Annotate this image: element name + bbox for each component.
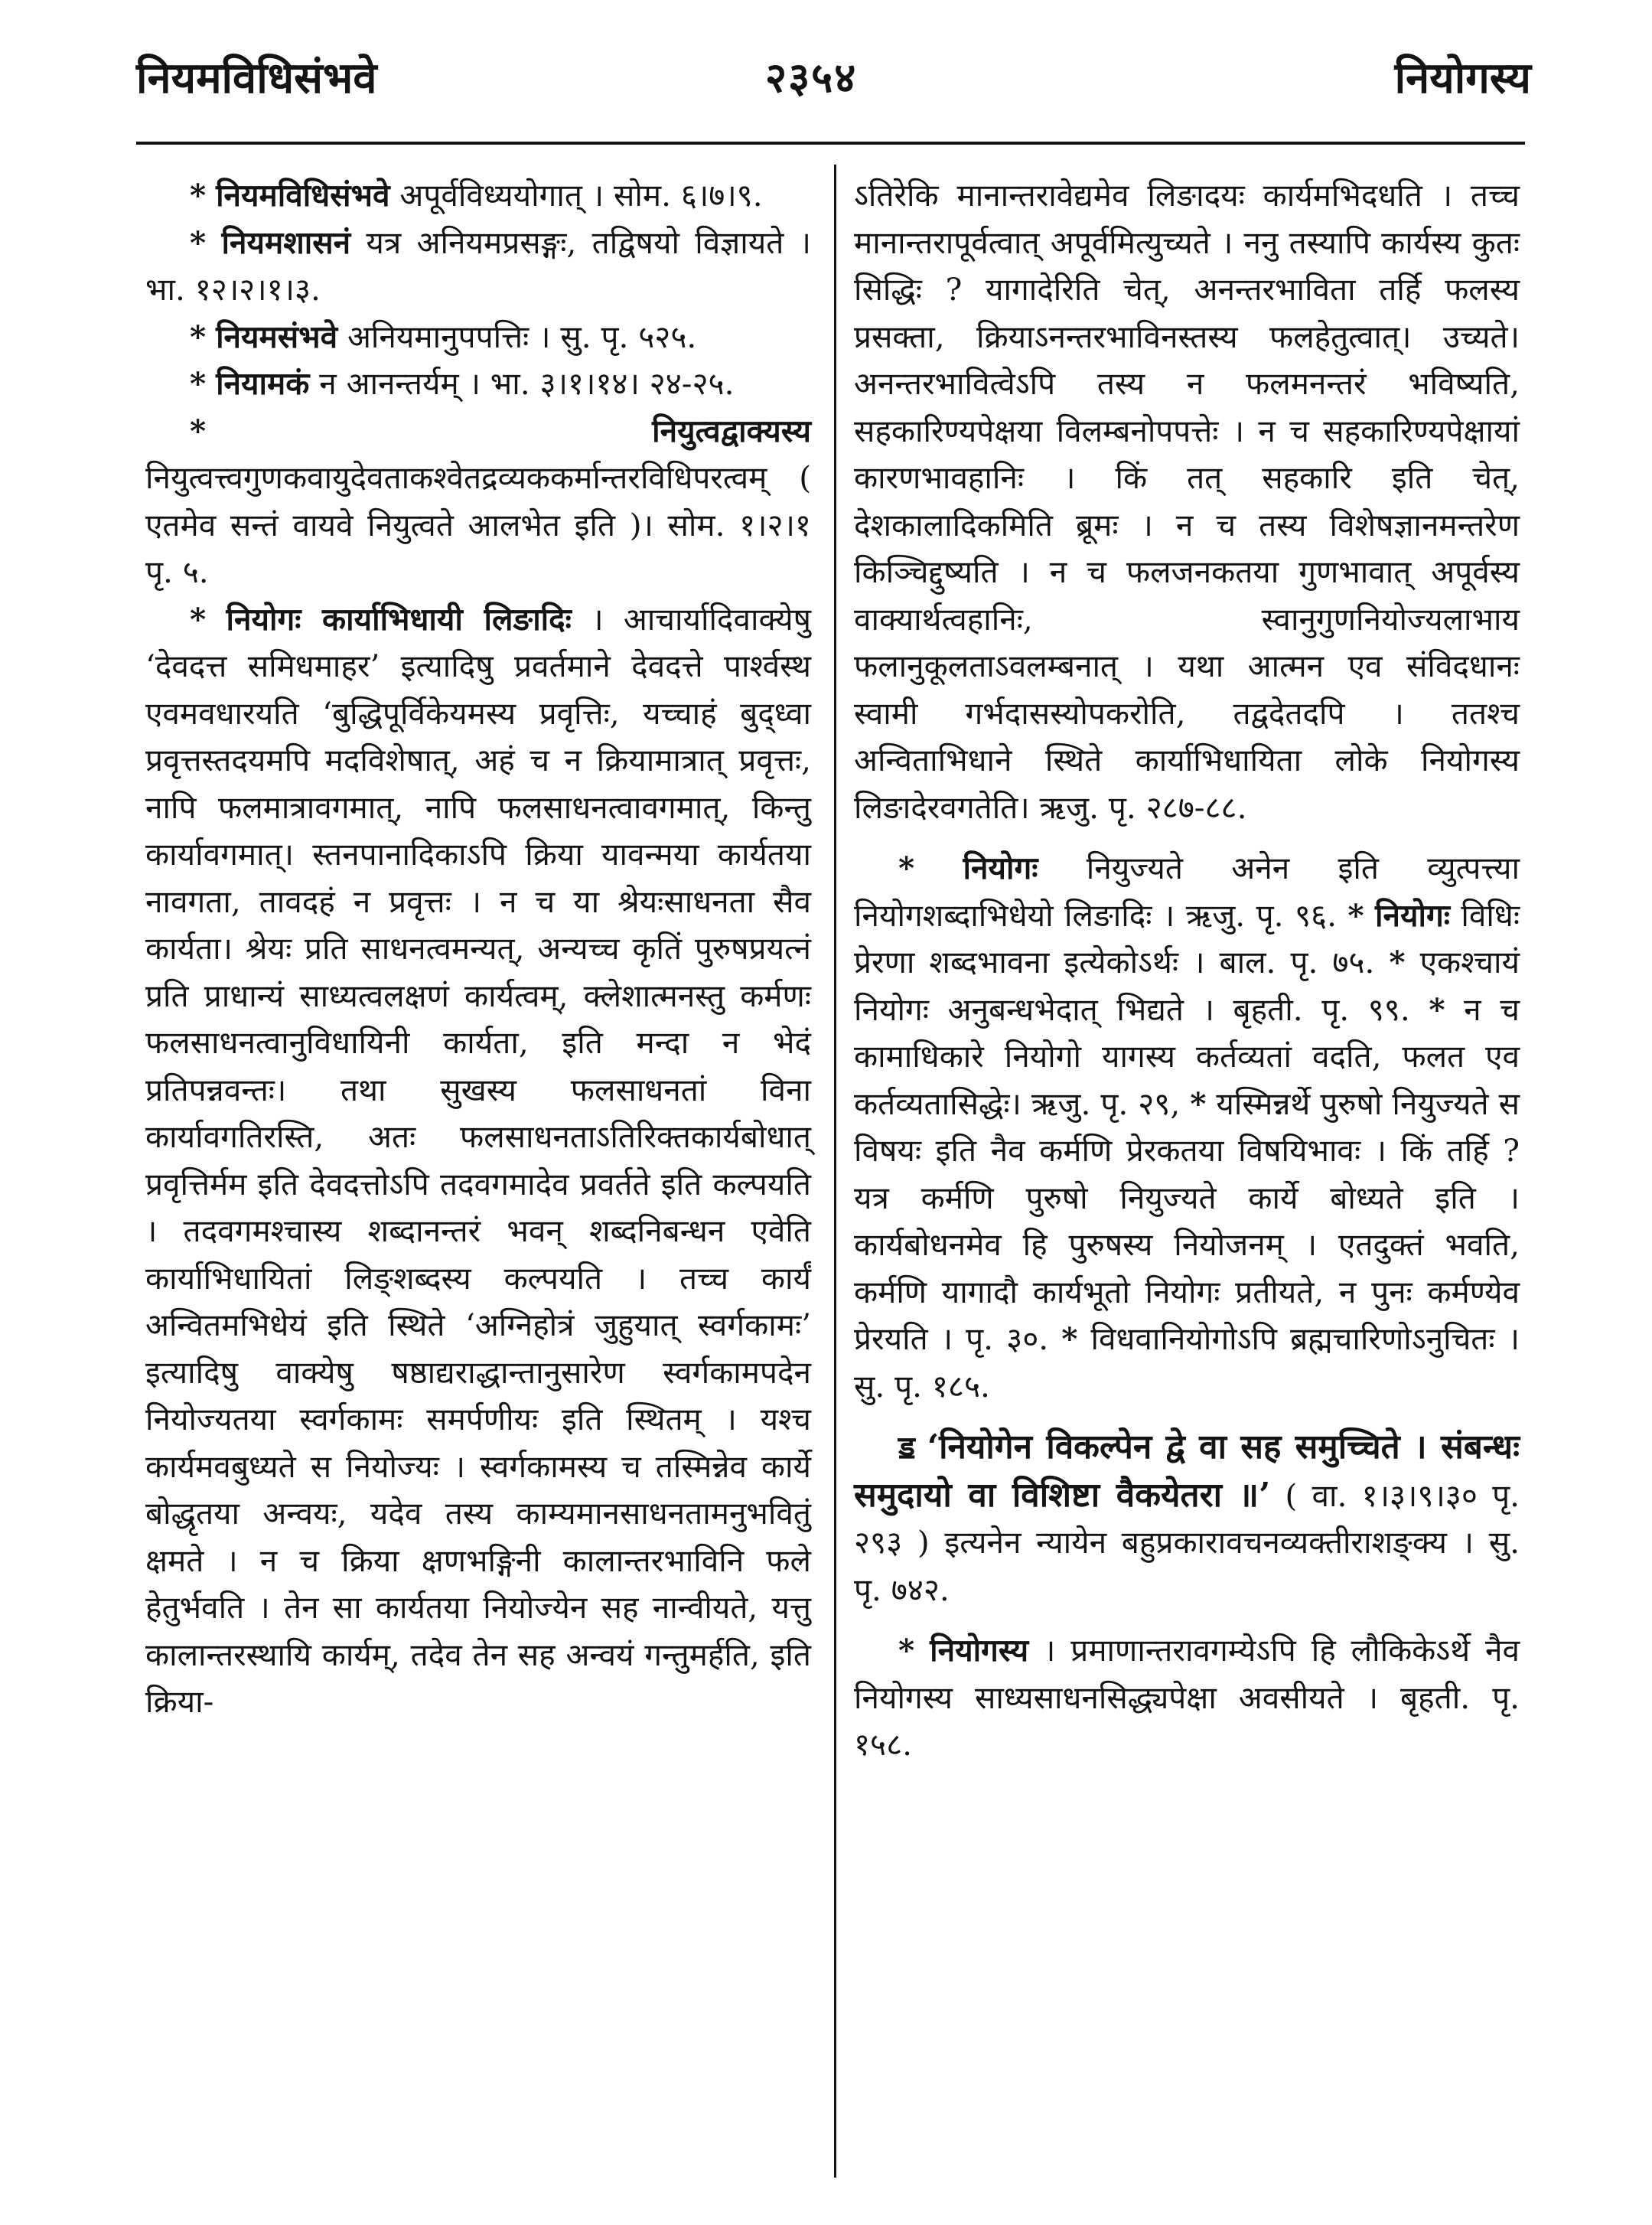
star-marker: *	[190, 412, 207, 449]
header-rule	[136, 142, 1525, 145]
entry-headword: नियमसंभवे	[216, 318, 338, 355]
dictionary-entry	[145, 596, 811, 1726]
star-marker: *	[190, 318, 207, 355]
dictionary-entry-group	[854, 845, 1520, 1410]
entry-text: । प्रमाणान्तरावगम्येऽपि हि लौकिकेऽर्थे नैव नियोगस्य साध्यसाधनसिद्ध्यपेक्षा अवसीयते । बृहती. पृ. १५८.	[854, 1632, 1520, 1763]
dictionary-entry	[145, 314, 811, 361]
left-column	[145, 172, 811, 1726]
star-marker: *	[1190, 1085, 1207, 1122]
star-marker: *	[190, 600, 207, 638]
entry-text: विधवानियोगोऽपि ब्रह्मचारिणोऽनुचितः । सु. पृ. १८५.	[854, 1320, 1520, 1404]
star-marker: *	[1429, 990, 1445, 1028]
entry-text: । आचार्यादिवाक्येषु ‘देवदत्त समिधमाहर’ इत्यादिषु प्रवर्तमाने देवदत्ते पार्श्वस्थ एवमवधारयति ‘बुद्धिपूर्विकेयमस्य प्रवृत्तिः, यच्चाहं बुद्ध्वा प्रवृत्तस्तदयमपि मदविशेषात्, अहं च न क्रियामात्रात् प्रवृत्तः, नापि फलमात्रावगमात्, नापि फलसाधनत्वावगमात्, किन्तु कार्यावगमात्। स्तनपानादिकाऽपि क्रिया यावन्मया कार्यतया नावगता, तावदहं न प्रवृत्तः । न च या श्रेयःसाधनता सैव कार्यता। श्रेयः प्रति साधनत्वमन्यत्, अन्यच्च कृतिं पुरुषप्रयत्नं प्रति प्राधान्यं साध्यत्वलक्षणं कार्यत्वम्, क्लेशात्मनस्तु कर्मणः फलसाधनत्वानुविधायिनी कार्यता, इति मन्दा न भेदं प्रतिपन्नवन्तः। तथा सुखस्य फलसाधनतां विना कार्यावगतिरस्ति, अतः फलसाधनताऽतिरिक्तकार्यबोधात् प्रवृत्तिर्मम इति देवदत्तोऽपि तदवगमादेव प्रवर्तते इति कल्पयति । तदवगमश्चास्य शब्दानन्तरं भवन् शब्दनिबन्धन एवेति कार्याभिधायितां लिङ्शब्दस्य कल्पयति । तच्च कार्यं अन्वितमभिधेयं इति स्थिते ‘अग्निहोत्रं जुहुयात् स्वर्गकामः’ इत्यादिषु वाक्येषु षष्ठाद्यराद्धान्तानुसारेण स्वर्गकामपदेन नियोज्यतया स्वर्गकामः समर्पणीयः इति स्थितम् । यश्च कार्यमवबुध्यते स नियोज्यः । स्वर्गकामस्य च तस्मिन्नेव कार्ये बोद्धृतया अन्वयः, यदेव तस्य काम्यमानसाधनतामनुभवितुं क्षमते । न च क्रिया क्षणभङ्गिनी कालान्तरभाविनि फले हेतुर्भवति । तेन सा कार्यतया नियोज्येन सह नान्वीयते, यत्तु कालान्तरस्थायि कार्यम्, तदेव तेन सह अन्वयं गन्तुमर्हति, इति क्रिया-	[145, 600, 812, 1720]
entry-text: अनियमानुपपत्तिः । सु. पृ. ५२५.	[337, 318, 697, 355]
star-marker: *	[898, 1632, 915, 1669]
entry-headword: नियोगः कार्याभिधायी लिङादिः	[226, 600, 572, 638]
entry-headword: नियोगस्य	[930, 1632, 1029, 1669]
right-column	[854, 172, 1520, 1769]
entry-text: अपूर्वविध्ययोगात् । सोम. ६।७।९.	[389, 177, 763, 214]
entry-text: नियुत्वत्त्वगुणकवायुदेवताकश्वेतद्रव्यककर्मान्तरविधिपरत्वम् ( एतमेव सन्तं वायवे नियुत्वते आलभेत इति )। सोम. १।२।१ पृ. ५.	[145, 459, 811, 590]
running-head-right: नियोगस्य	[1394, 53, 1531, 103]
dictionary-entry	[145, 172, 811, 220]
verse-mark: ॾ	[898, 1429, 915, 1466]
entry-text: नियुज्यते अनेन इति व्युत्पत्त्या नियोगशब्दाभिधेयो लिङादिः । ऋजु. पृ. ९६.	[854, 850, 1520, 934]
continued-text: ऽतिरेकि मानान्तरावेद्यमेव लिङादयः कार्यमभिदधति । तच्च मानान्तरापूर्वत्वात् अपूर्वमित्युच्यते । ननु तस्यापि कार्यस्य कुतः सिद्धिः ? यागादेरिति चेत्, अनन्तरभाविता तर्हि फलस्य प्रसक्ता, क्रियाऽनन्तरभाविनस्तस्य फलहेतुत्वात्। उच्यते। अनन्तरभावित्वेऽपि तस्य न फलमनन्तरं भविष्यति, सहकारिण्यपेक्षया विलम्बनोपपत्तेः । न च सहकारिण्यपेक्षायां कारणभावहानिः । किं तत् सहकारि इति चेत्, देशकालादिकमिति ब्रूमः । न च तस्य विशेषज्ञानमन्तरेण किञ्चिद्दुष्यति । न च फलजनकतया गुणभावात् अपूर्वस्य वाक्यार्थत्वहानिः, स्वानुगुणनियोज्यलाभाय फलानुकूलताऽवलम्बनात् । यथा आत्मन एव संविदधानः स्वामी गर्भदासस्योपकरोति, तद्वदेतदपि । ततश्च अन्विताभिधाने स्थिते कार्याभिधायिता लोके नियोगस्य लिङादेरवगतेति। ऋजु. पृ. २८७-८८.	[854, 177, 1520, 826]
star-marker: *	[898, 850, 915, 886]
running-head-left: नियमविधिसंभवे	[136, 53, 377, 103]
entry-headword: नियोगः	[1375, 896, 1450, 934]
entry-headword: नियमविधिसंभवे	[216, 177, 390, 214]
verse-text: ‘नियोगेन विकल्पेन द्वे वा सह समुच्चिते । संबन्धः समुदायो वा विशिष्टा वैकयेतरा ॥’	[854, 1427, 1520, 1515]
verse-quotation	[854, 1424, 1520, 1613]
verse-citation: ( वा. १।३।९।३० पृ. २९३ ) इत्यनेन न्यायेन बहुप्रकारावचनव्यक्तीराशङ्क्य । सु. पृ. ७४२.	[854, 1476, 1520, 1608]
entry-text: न आनन्तर्यम् । भा. ३।१।१४। २४-२५.	[309, 365, 735, 402]
entry-headword: नियोगः	[963, 850, 1038, 886]
entry-headword: नियामकं	[216, 365, 310, 402]
entry-text: एकश्चायं नियोगः अनुबन्धभेदात् भिद्यते । बृहती. पृ. ९९.	[854, 944, 1520, 1028]
star-marker: *	[1347, 896, 1364, 934]
dictionary-entry	[145, 220, 811, 314]
dictionary-entry	[145, 361, 811, 408]
star-marker: *	[1389, 944, 1406, 980]
entry-text: न च कामाधिकारे नियोगो यागस्य कर्तव्यतां वदति, फलत एव कर्तव्यतासिद्धेः। ऋजु. पृ. २९,	[854, 990, 1520, 1122]
entry-text: यत्र अनियमप्रसङ्गः, तद्विषयो विज्ञायते । भा. १२।२।१।३.	[145, 223, 811, 308]
star-marker: *	[190, 177, 207, 214]
star-marker: *	[190, 365, 207, 402]
dictionary-entry	[854, 1627, 1520, 1769]
entry-headword: नियमशासनं	[221, 223, 351, 261]
column-divider	[834, 165, 836, 2178]
dictionary-entry	[145, 408, 811, 596]
entry-text: यस्मिन्नर्थे पुरुषो नियुज्यते स विषयः इति नैव कर्मणि प्रेरकतया विषयिभावः । किं तर्हि ? यत्र कर्मणि पुरुषो नियुज्यते कार्ये बोध्यते इति । कार्यबोधनमेव हि पुरुषस्य नियोजनम् । एतदुक्तं भवति, कर्मणि यागादौ कार्यभूतो नियोगः प्रतीयते, न पुनः कर्मण्येव प्रेरयति । पृ. ३०.	[854, 1085, 1520, 1357]
entry-headword: नियुत्वद्वाक्यस्य	[652, 412, 811, 449]
star-marker: *	[190, 223, 207, 261]
entry-text: विधिः प्रेरणा शब्दभावना इत्येकोऽर्थः । बाल. पृ. ७५.	[854, 896, 1520, 980]
page-number: २३५४	[765, 53, 858, 102]
star-marker: *	[1061, 1320, 1078, 1357]
